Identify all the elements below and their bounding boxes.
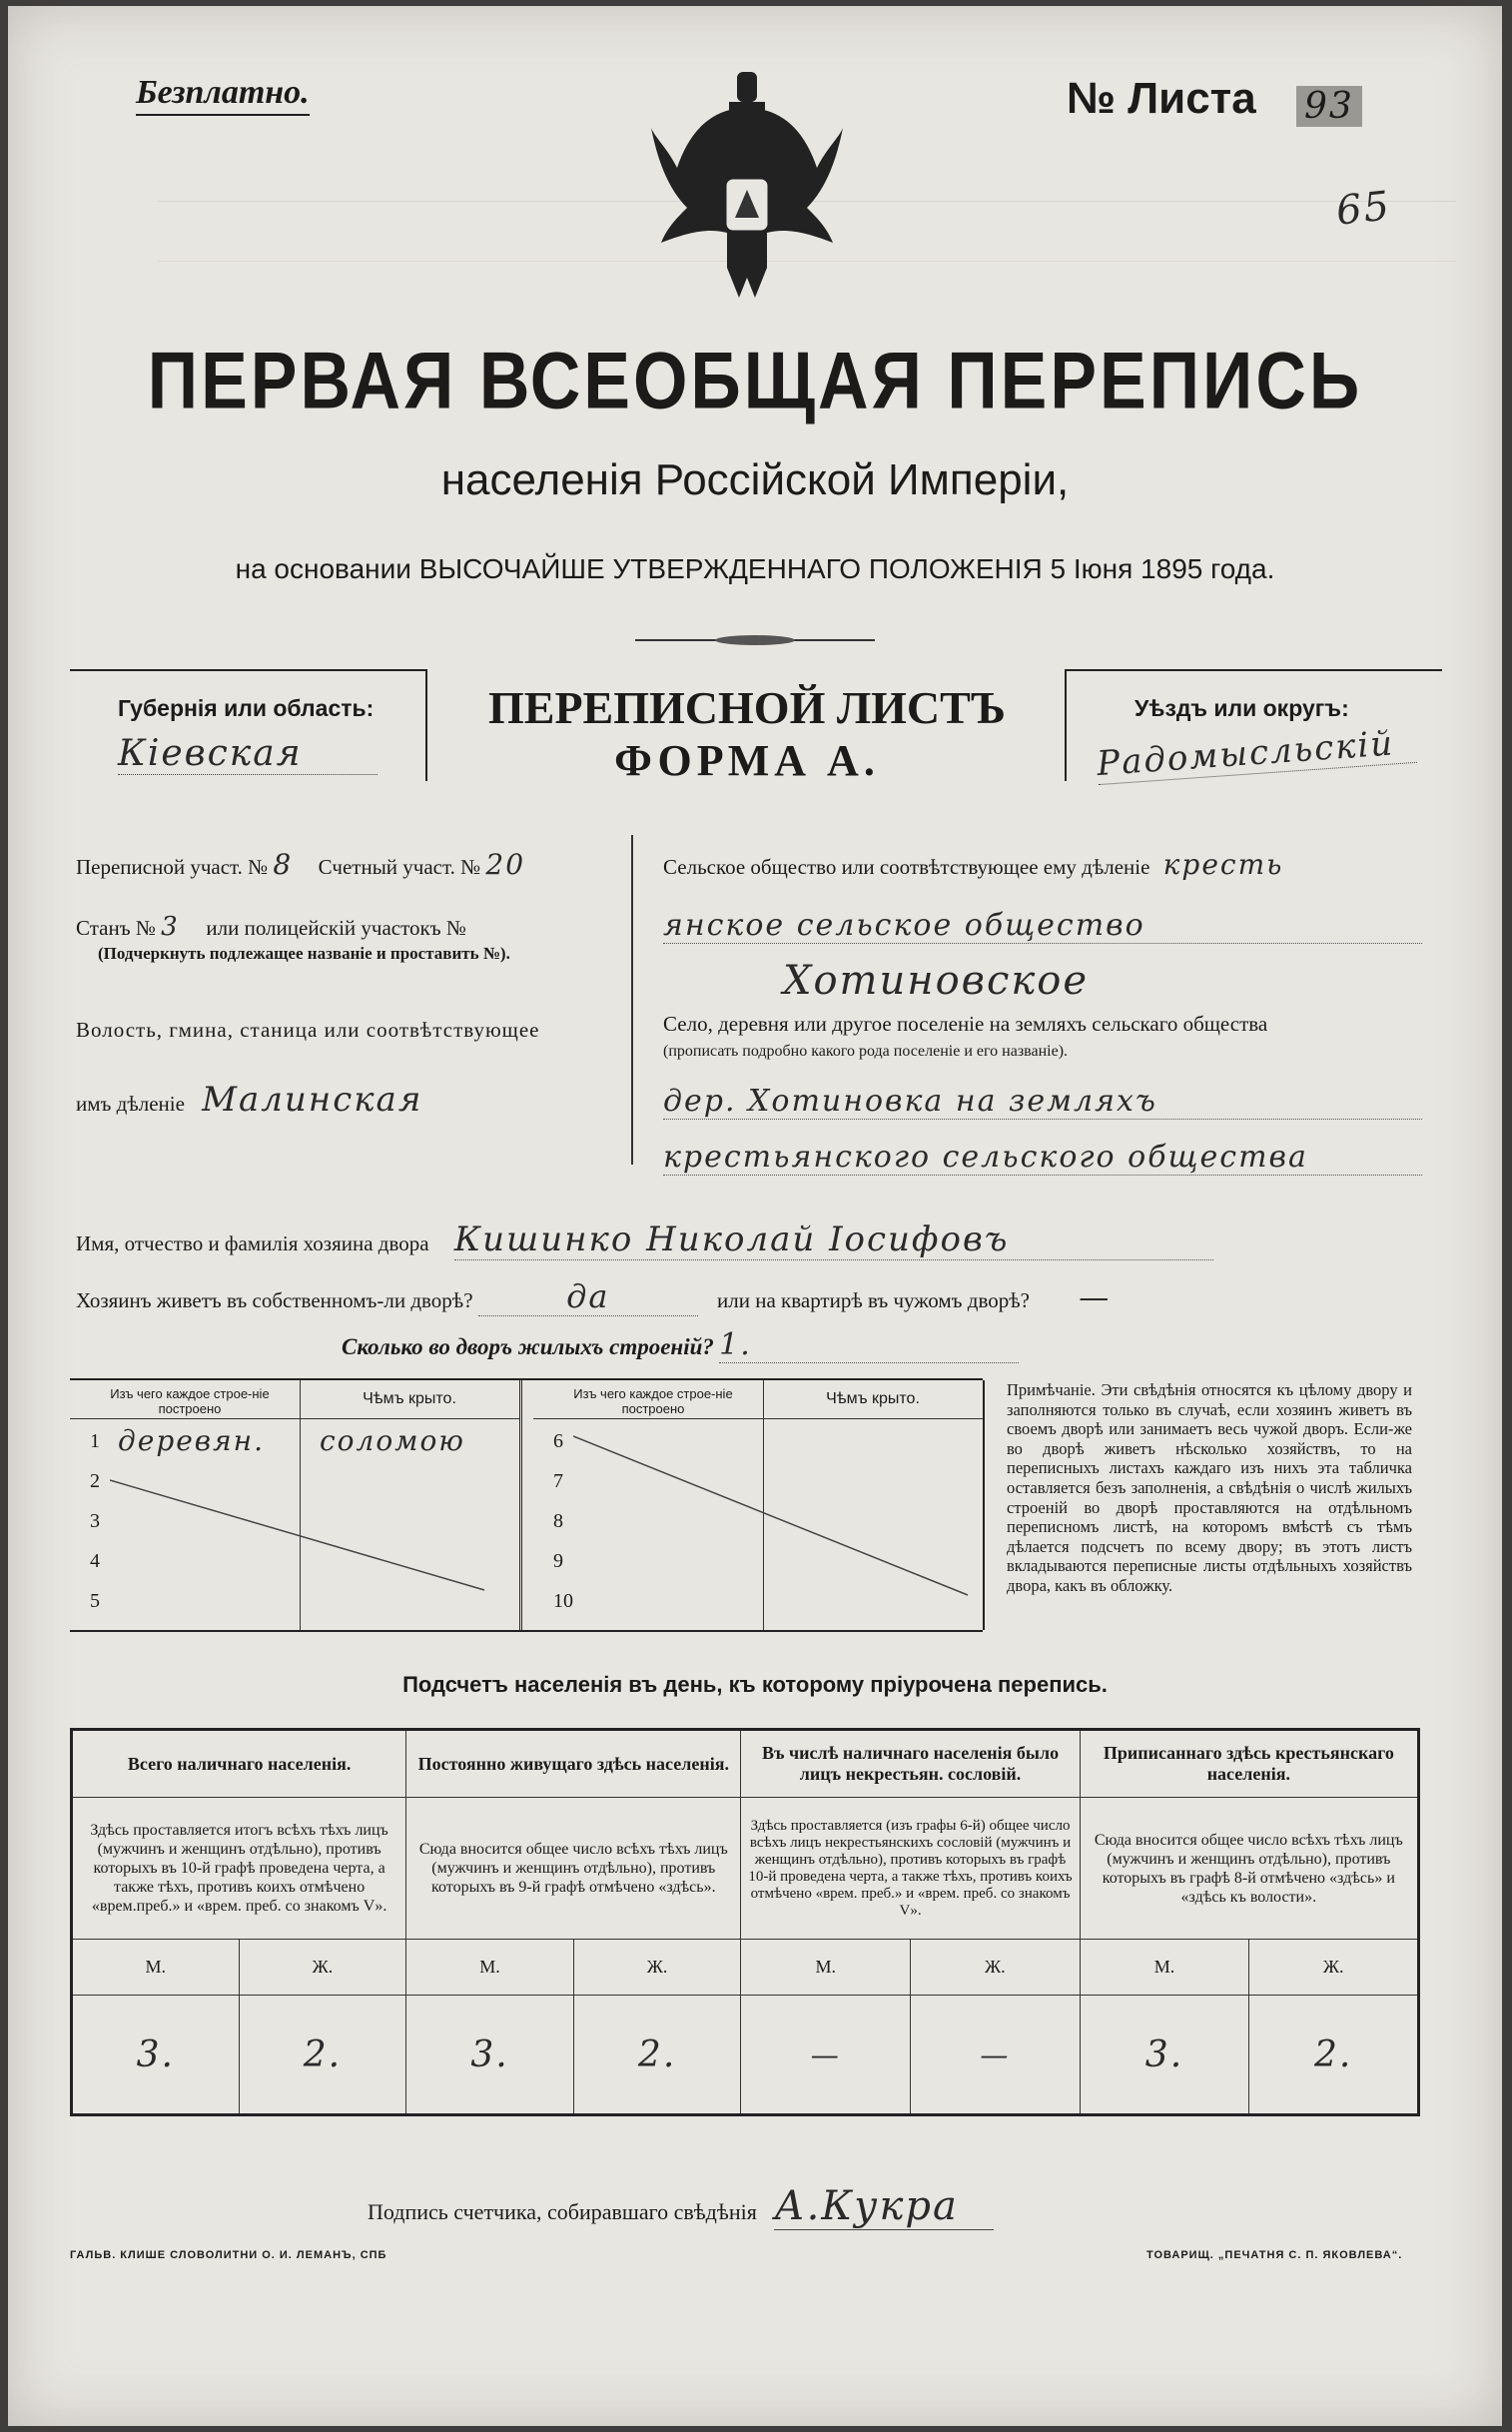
main-title: ПЕРВАЯ ВСЕОБЩАЯ ПЕРЕПИСЬ [147,336,1363,425]
legal-basis: на основании ВЫСОЧАЙШЕ УТВЕРЖДЕННАГО ПОЛОЖЕНІЯ 5 Іюня 1895 года. [235,553,1275,584]
row-num-2: 2 [90,1470,100,1492]
owner-section [70,1200,1448,1362]
footer-right: ТОВАРИЩ. „ПЕЧАТНЯ С. П. ЯКОВЛЕВА“. [1146,2249,1403,2261]
f-header: Ж. [1249,1940,1419,1996]
strike-line-right [573,1430,973,1600]
census-area-value: 8 [273,848,294,881]
form-subtitle: ФОРМА А. [614,736,880,785]
census-area-label: Переписной участ. № [76,855,269,879]
f-header: Ж. [911,1940,1081,1996]
village-value-1: дер. Хотиновка на земляхъ [663,1084,1422,1120]
total-male-value: 3. [72,1996,240,2115]
row-num-6: 6 [553,1430,563,1452]
buildings-label: Сколько во дворъ жилыхъ строеній? [342,1334,714,1359]
row-num-3: 3 [90,1510,100,1532]
right-fields [663,840,1442,1175]
m-header: М. [72,1940,240,1996]
village-note: (прописать подробно какого рода поселеніе и его названіе). [663,1043,1069,1060]
society-value-3: Хотиновское [783,958,1090,1004]
permanent-male-value: 3. [406,1996,574,2115]
population-table [70,1728,1420,2116]
f-header: Ж. [239,1940,406,1996]
sheet-number-label: № Листа [1067,74,1256,123]
row-num-5: 5 [90,1590,100,1612]
census-sheet [8,6,1502,2426]
police-label: или полицейскій участокъ № [206,916,466,940]
vertical-divider [631,835,633,1165]
col-roof-left: Чѣмъ крыто. [363,1390,456,1407]
village-label: Село, деревня или другое поселеніе на земляхъ сельскаго общества [663,1012,1268,1036]
ornament-divider [635,633,875,645]
owner-name-label: Имя, отчество и фамилія хозяина двора [76,1231,429,1255]
count-area-label: Счетный участ. № [318,855,481,879]
imperial-eagle-icon [647,68,847,308]
col-material-right: Изъ чего каждое строе-ніе построено [573,1386,733,1416]
col-roof-right: Чѣмъ крыто. [826,1390,920,1407]
district-label: Уѣздъ или округъ: [1134,695,1349,721]
corner-mark: 65 [1333,183,1394,235]
volost-label: Волость, гмина, станица или соотвѣтствующее [76,1018,540,1042]
owner-lives-label: Хозяинъ живетъ въ собственномъ-ли дворѣ? [76,1288,473,1312]
owner-name-value: Кишинко Николай Іосифовъ [454,1219,1213,1260]
footer-left: ГАЛЬВ. КЛИШЕ СЛОВОЛИТНИ О. И. ЛЕМАНЪ, СПБ [70,2249,387,2261]
society-value-1: кресть [1162,848,1284,881]
col-desc-registered: Сюда вносится общее число всѣхъ тѣхъ лицъ (мужчинъ и женщинъ отдѣльно), противъ которыхъ въ графѣ 8-й отмѣчено «здѣсь» и «здѣсь къ волости». [1080,1798,1418,1940]
non-peasant-female-value: — [911,1996,1081,2115]
buildings-table [70,1378,983,1632]
signature-label: Подпись счетчика, собиравшаго свѣдѣнія [368,2199,757,2224]
subtitle: населенія Россійской Имперіи, [440,455,1070,504]
f-header: Ж. [573,1940,741,1996]
row-num-10: 10 [553,1590,573,1612]
row-num-4: 4 [90,1550,100,1572]
owner-lives-value: да [478,1277,698,1316]
m-header: М. [406,1940,574,1996]
stan-label: Станъ № [76,916,156,940]
owner-rent-value: — [1079,1280,1112,1315]
col-head-non-peasant: Въ числѣ наличнаго населенія было лицъ некрестьян. сословій. [741,1730,1080,1798]
volost-value: Малинская [202,1080,423,1120]
registered-female-value: 2. [1249,1996,1419,2115]
total-female-value: 2. [239,1996,406,2115]
free-label: Безплатно. [136,74,310,116]
stan-value: 3 [161,912,180,942]
district-value: Радомысльскій [1096,722,1417,785]
form-title: ПЕРЕПИСНОЙ ЛИСТЪ [487,682,1007,733]
society-label: Сельское общество или соотвѣтствующее ему дѣленіе [663,855,1150,879]
stan-note: (Подчеркнуть подлежащее названіе и проставить №). [98,944,510,963]
left-fields [70,840,629,1140]
strike-line-left [110,1470,489,1600]
col-head-registered: Приписаннаго здѣсь крестьянскаго населенія. [1080,1730,1418,1798]
province-value: Кіевская [118,733,378,775]
buildings-right-half [533,1380,985,1630]
note-text: Примѣчаніе. Эти свѣдѣнія относятся къ цѣлому двору и заполняются только въ случаѣ, если хозяинъ живетъ въ своемъ дворѣ или занимаетъ весь чужой дворъ. Если-же во дворѣ живетъ нѣсколько хозяйствъ, то на переписныхъ листахъ каждаго изъ нихъ эта табличка оставляется безъ заполненія, а свѣдѣнія о числѣ жилыхъ строеній во дворѣ проставляются на отдѣльномъ переписномъ листѣ, на которомъ вмѣстѣ съ тѣмъ дѣлается подсчетъ по всему двору; въ этотъ листъ вкладываются переписные листы отдѣльныхъ хозяйствъ двора, какъ въ обложку. [1007,1380,1412,1595]
row-num-8: 8 [553,1510,563,1532]
buildings-value: 1. [719,1327,1019,1363]
province-box [70,669,427,781]
society-value-2: янское сельское общество [663,908,1422,944]
m-header: М. [741,1940,911,1996]
row1-material: деревян. [118,1424,265,1457]
count-area-value: 20 [485,848,526,881]
col-material-left: Изъ чего каждое строе-ніе построено [110,1386,270,1416]
owner-rent-label: или на квартирѣ въ чужомъ дворѣ? [717,1288,1030,1312]
row-num-7: 7 [553,1470,563,1492]
col-desc-total: Здѣсь проставляется итогъ всѣхъ тѣхъ лицъ (мужчинъ и женщинъ отдѣльно), противъ которыхъ въ 10-й графѣ проведена черта, а также тѣхъ, противъ коихъ отмѣчено «врем.преб.» и «врем. преб. со знакомъ V». [72,1798,406,1940]
row1-roof: соломою [320,1424,465,1457]
permanent-female-value: 2. [573,1996,741,2115]
district-box [1065,669,1442,785]
non-peasant-male-value: — [741,1996,911,2115]
col-head-permanent: Постоянно живущаго здѣсь населенія. [406,1730,741,1798]
row-num-9: 9 [553,1550,563,1572]
row-num-1: 1 [90,1430,100,1452]
registered-male-value: 3. [1080,1996,1249,2115]
signature-value: А.Кукра [774,2183,994,2230]
m-header: М. [1080,1940,1249,1996]
col-desc-permanent: Сюда вносится общее число всѣхъ тѣхъ лицъ (мужчинъ и женщинъ отдѣльно), противъ которыхъ въ 9-й графѣ отмѣчено «здѣсь». [406,1798,741,1940]
population-title: Подсчетъ населенія въ день, къ которому пріурочена перепись. [402,1672,1108,1697]
village-value-2: крестьянского сельского общества [663,1140,1422,1176]
sheet-number-value: 93 [1296,86,1362,127]
col-head-total: Всего наличнаго населенія. [72,1730,406,1798]
buildings-left-half [70,1380,522,1630]
col-desc-non-peasant: Здѣсь проставляется (изъ графы 6-й) общее число всѣхъ лицъ некрестьянскихъ сословій (мужчинъ и женщинъ отдѣльно), противъ которыхъ въ графѣ 10-й проведена черта, а также тѣхъ, противъ коихъ отмѣчено «врем. преб.» и «врем. преб. со знакомъ V». [741,1798,1080,1940]
volost-label-2: имъ дѣленіе [76,1092,185,1116]
signature-row [368,2183,1166,2230]
province-label: Губернія или область: [118,695,375,721]
